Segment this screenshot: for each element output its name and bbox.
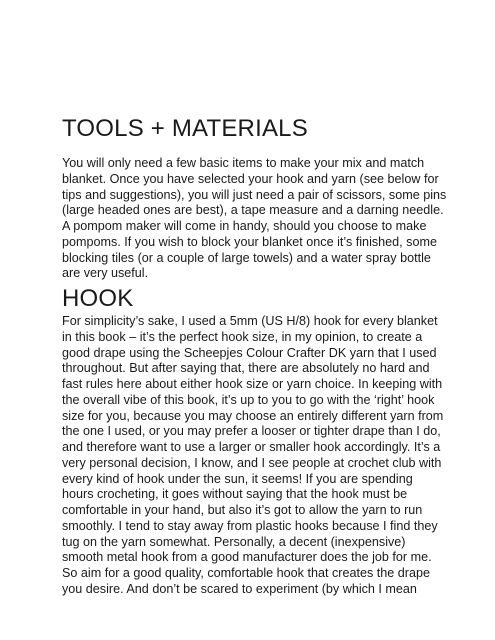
paragraph-line: hours crocheting, it goes without saying that the hook must be — [62, 487, 408, 502]
section-heading-tools-materials: TOOLS + MATERIALS — [62, 115, 308, 142]
paragraph-line: size for you, because you may choose an entirely different yarn from — [62, 408, 444, 423]
section-heading-hook: HOOK — [62, 285, 134, 312]
paragraph-line: throughout. But after saying that, there are absolutely no hard and — [62, 361, 430, 376]
paragraph-line: comfortable in your hand, but also it’s got to allow the yarn to run — [62, 503, 423, 517]
paragraph-line: blocking tiles (or a couple of large towels) and a water spray bottle — [62, 250, 431, 265]
paragraph-line: tug on the yarn somewhat. Personally, a decent (inexpensive) — [62, 534, 406, 549]
paragraph-line: in this book – it’s the perfect hook size, in my opinion, to create a — [62, 329, 423, 344]
paragraph-line: So aim for a good quality, comfortable hook that creates the drape — [62, 566, 430, 580]
paragraph-line: are very useful. — [62, 266, 149, 281]
paragraph-line: smoothly. I tend to stay away from plastic hooks because I find they — [62, 518, 438, 533]
paragraph-line: fast rules here about either hook size or yarn choice. In keeping with — [62, 377, 443, 391]
hook-paragraph — [62, 314, 443, 598]
paragraph-line: the one I used, or you may prefer a looser or tighter drape than I do, — [62, 424, 441, 439]
paragraph-line: pompoms. If you wish to block your blanket once it’s finished, some — [62, 234, 437, 249]
document-page — [62, 0, 447, 640]
tools-materials-paragraph — [62, 156, 446, 282]
paragraph-line: good drape using the Scheepjes Colour Crafter DK yarn that I used — [62, 345, 437, 360]
paragraph-line: and therefore want to use a larger or smaller hook accordingly. It’s a — [62, 440, 441, 454]
paragraph-line: blanket. Once you have selected your hook and yarn (see below for — [62, 171, 439, 186]
paragraph-line: tips and suggestions), you will just need a pair of scissors, some pins — [62, 187, 447, 202]
paragraph-line: you desire. And don’t be scared to experiment (by which I mean — [62, 581, 417, 596]
paragraph-line: (large headed ones are best), a tape measure and a darning needle. — [62, 203, 444, 218]
paragraph-line: very personal decision, I know, and I see people at crochet club with — [62, 455, 442, 470]
paragraph-line: A pompom maker will come in handy, should you choose to make — [62, 219, 427, 233]
paragraph-line: smooth metal hook from a good manufacturer does the job for me. — [62, 550, 432, 565]
paragraph-line: You will only need a few basic items to make your mix and match — [62, 156, 425, 170]
paragraph-line: the overall vibe of this book, it’s up to you to go with the ‘right’ hook — [62, 392, 435, 407]
paragraph-line: every kind of hook under the sun, it seems! If you are spending — [62, 471, 413, 486]
paragraph-line: For simplicity’s sake, I used a 5mm (US H/8) hook for every blanket — [62, 314, 438, 328]
